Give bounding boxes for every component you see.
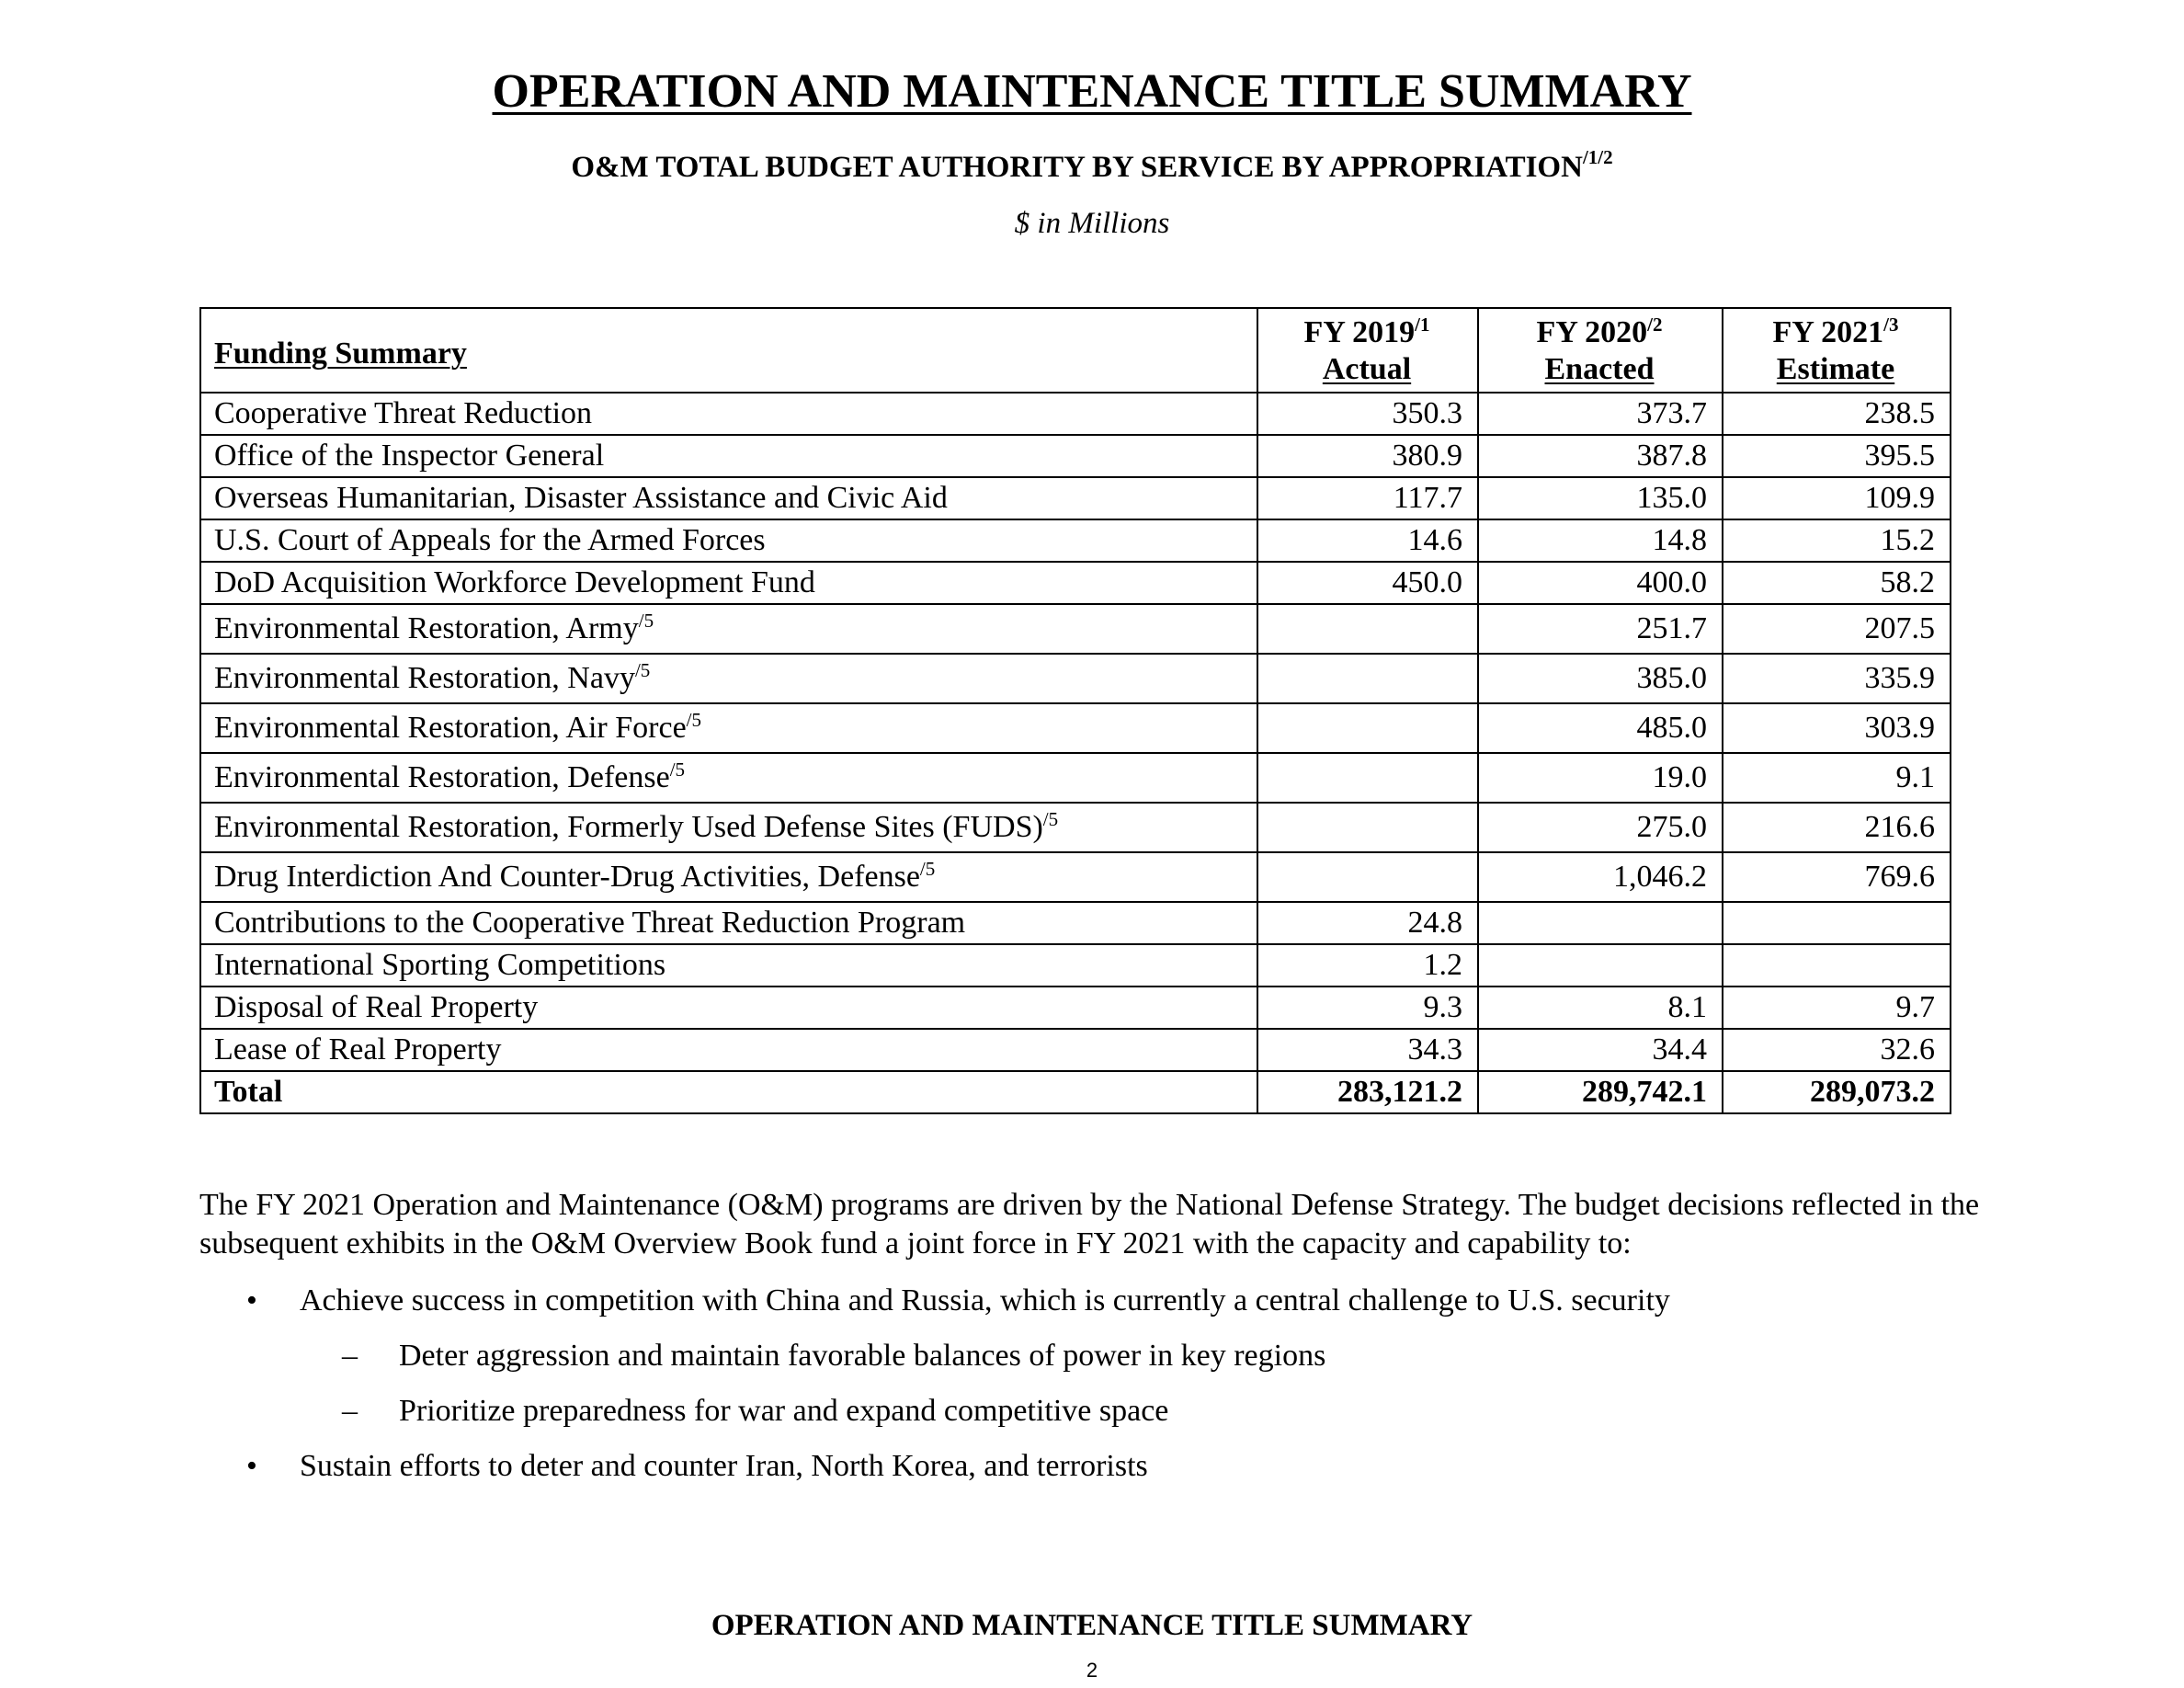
value-fy2019: 117.7: [1257, 477, 1478, 519]
value-fy2020: 34.4: [1478, 1029, 1723, 1071]
value-fy2021: 15.2: [1723, 519, 1951, 562]
value-fy2021: 769.6: [1723, 852, 1951, 902]
value-fy2020: 373.7: [1478, 393, 1723, 435]
bullet-text: Sustain efforts to deter and counter Iran, North Korea, and terrorists: [300, 1449, 1148, 1483]
row-label: Disposal of Real Property: [200, 987, 1257, 1029]
value-fy2019: [1257, 753, 1478, 803]
table-row: [200, 1029, 1951, 1071]
row-label: Office of the Inspector General: [200, 435, 1257, 477]
value-fy2020: 385.0: [1478, 654, 1723, 703]
value-fy2020: 251.7: [1478, 604, 1723, 654]
value-fy2020: 275.0: [1478, 803, 1723, 852]
value-fy2021: 238.5: [1723, 393, 1951, 435]
value-fy2020: 19.0: [1478, 753, 1723, 803]
value-fy2019: 380.9: [1257, 435, 1478, 477]
header-fy2021: FY $2021^{/3}$ Estimate: [1723, 308, 1951, 393]
row-footnote: /5: [669, 758, 686, 781]
value-fy2019: [1257, 703, 1478, 753]
page-number: 2: [1086, 1659, 1098, 1682]
row-label: Environmental Restoration, Formerly Used Defense Sites (FUDS)$^{/5}$: [200, 803, 1257, 852]
value-fy2019: 350.3: [1257, 393, 1478, 435]
value-fy2021: 395.5: [1723, 435, 1951, 477]
table-row: [200, 753, 1951, 803]
value-fy2020: 485.0: [1478, 703, 1723, 753]
header-funding-summary: Funding Summary: [200, 308, 1257, 393]
value-fy2019: [1257, 852, 1478, 902]
dash-icon: –: [342, 1339, 358, 1373]
table-header-row: [200, 308, 1951, 393]
table-row: [200, 654, 1951, 703]
value-fy2019: 24.8: [1257, 902, 1478, 944]
row-footnote: /5: [634, 659, 651, 681]
header-fy2019: FY $2019^{/1}$ Actual: [1257, 308, 1478, 393]
row-label: Cooperative Threat Reduction: [200, 393, 1257, 435]
table-row: [200, 519, 1951, 562]
table-row: [200, 604, 1951, 654]
total-fy2019: 283,121.2: [1257, 1071, 1478, 1113]
funding-summary-table: [199, 307, 1951, 1114]
dash-icon: –: [342, 1394, 358, 1428]
value-fy2021: 32.6: [1723, 1029, 1951, 1071]
table-row: [200, 987, 1951, 1029]
total-fy2020: 289,742.1: [1478, 1071, 1723, 1113]
total-row: [200, 1071, 1951, 1113]
value-fy2021: 109.9: [1723, 477, 1951, 519]
row-footnote: /5: [1042, 808, 1059, 830]
row-label: Contributions to the Cooperative Threat Reduction Program: [200, 902, 1257, 944]
table-row: [200, 803, 1951, 852]
bullet-text: Achieve success in competition with China and Russia, which is currently a central challenge to U.S. security: [300, 1283, 1670, 1317]
table-row: [200, 393, 1951, 435]
value-fy2021: [1723, 902, 1951, 944]
page-subtitle: O&M TOTAL BUDGET AUTHORITY BY SERVICE BY $APPROPRIATION^{/1/2}$: [571, 146, 1613, 184]
value-fy2020: 135.0: [1478, 477, 1723, 519]
value-fy2020: [1478, 902, 1723, 944]
row-footnote: /5: [638, 610, 654, 632]
header-fy2020: FY $2020^{/2}$ Enacted: [1478, 308, 1723, 393]
row-label: U.S. Court of Appeals for the Armed Forces: [200, 519, 1257, 562]
value-fy2020: 14.8: [1478, 519, 1723, 562]
total-fy2021: 289,073.2: [1723, 1071, 1951, 1113]
row-label: Lease of Real Property: [200, 1029, 1257, 1071]
row-label: Drug Interdiction And Counter-Drug Activities, Defense$^{/5}$: [200, 852, 1257, 902]
row-label: International Sporting Competitions: [200, 944, 1257, 987]
sub-bullet-text: Deter aggression and maintain favorable balances of power in key regions: [399, 1339, 1326, 1373]
table-row: [200, 477, 1951, 519]
value-fy2021: 9.1: [1723, 753, 1951, 803]
value-fy2019: 1.2: [1257, 944, 1478, 987]
value-fy2021: 9.7: [1723, 987, 1951, 1029]
row-label: Environmental Restoration, Navy$^{/5}$: [200, 654, 1257, 703]
value-fy2021: 335.9: [1723, 654, 1951, 703]
value-fy2021: 58.2: [1723, 562, 1951, 604]
value-fy2019: [1257, 654, 1478, 703]
value-fy2021: 216.6: [1723, 803, 1951, 852]
value-fy2021: [1723, 944, 1951, 987]
bullet-icon: •: [246, 1283, 257, 1317]
value-fy2020: 1,046.2: [1478, 852, 1723, 902]
page-title: OPERATION AND MAINTENANCE TITLE SUMMARY: [492, 65, 1692, 118]
row-label: Environmental Restoration, Army$^{/5}$: [200, 604, 1257, 654]
table-row: [200, 852, 1951, 902]
value-fy2019: 450.0: [1257, 562, 1478, 604]
subtitle-footnote: /1/2: [1582, 146, 1613, 168]
value-fy2019: 14.6: [1257, 519, 1478, 562]
value-fy2020: [1478, 944, 1723, 987]
table-row: [200, 562, 1951, 604]
value-fy2020: 8.1: [1478, 987, 1723, 1029]
bullet-icon: •: [246, 1449, 257, 1483]
table-row: [200, 902, 1951, 944]
value-fy2020: 387.8: [1478, 435, 1723, 477]
units-caption: $ in Millions: [1014, 207, 1170, 240]
value-fy2021: 303.9: [1723, 703, 1951, 753]
sub-bullet-text: Prioritize preparedness for war and expand competitive space: [399, 1394, 1169, 1428]
value-fy2021: 207.5: [1723, 604, 1951, 654]
row-label: Overseas Humanitarian, Disaster Assistance and Civic Aid: [200, 477, 1257, 519]
table-row: [200, 703, 1951, 753]
total-label: Total: [200, 1071, 1257, 1113]
row-footnote: /5: [919, 858, 936, 880]
table-row: [200, 944, 1951, 987]
row-label: Environmental Restoration, Defense$^{/5}$: [200, 753, 1257, 803]
row-label: DoD Acquisition Workforce Development Fund: [200, 562, 1257, 604]
footer-title: OPERATION AND MAINTENANCE TITLE SUMMARY: [711, 1609, 1473, 1642]
value-fy2019: [1257, 604, 1478, 654]
row-label: Environmental Restoration, Air Force$^{/5}$: [200, 703, 1257, 753]
row-footnote: /5: [686, 709, 702, 731]
value-fy2019: [1257, 803, 1478, 852]
value-fy2019: 34.3: [1257, 1029, 1478, 1071]
value-fy2020: 400.0: [1478, 562, 1723, 604]
value-fy2019: 9.3: [1257, 987, 1478, 1029]
intro-paragraph: The FY 2021 Operation and Maintenance (O&M) programs are driven by the National Defense Strategy. The budget decisions reflected in the subsequent exhibits in the O&M Overview Book fund a joint force in FY 2021 with the capacity and capability to:: [199, 1188, 1980, 1260]
table-row: [200, 435, 1951, 477]
